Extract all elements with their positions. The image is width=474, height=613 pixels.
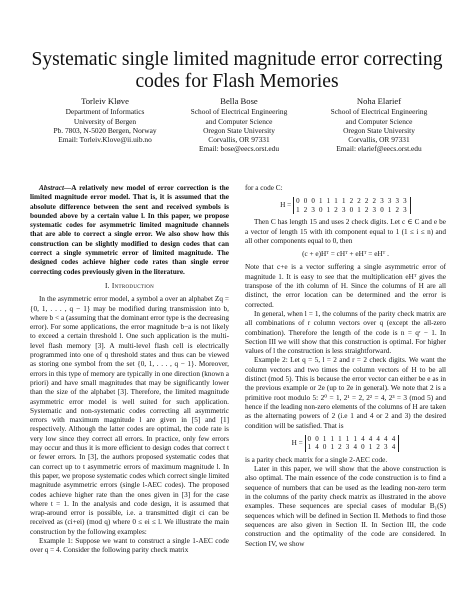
author-name: Torleiv Kløve (81, 96, 129, 106)
paragraph-parity-check: is a parity check matrix for a single 2-AEC code. (245, 455, 388, 464)
intro-paragraph: In the asymmetric error model, a symbol a over an alphabet Zq = {0, 1, . . . , q − 1} may be modified during transmission into b, where b < a (assuming that the dominant error type is the decreasing error). For some applications, the error magnitude b−a is not likely to exceed a certain threshold l. One such application is the multi-level flash memory [3]. A multi-level flash cell is electrically programmed into one of q threshold states and thus can be viewed as storing one symbol from the set {0, 1, . . . , q − 1}. Moreover, errors in this type of memory are typically in one direction (known a priori) and have small magnitudes that may be significantly lower than the size of the alphabet [3]. Therefore, the limited magnitude asymmetric error model is well suited for such application. Systematic and non-systematic codes correcting all asymmetric errors with maximum magnitude l are given in [5] and [1] respectively. Although the latter codes are optimal, the code rate is very low since they correct all errors. In practice, only few errors may occur and thus it is more efficient to design codes that correct t or fewer errors. In [3], the authors proposed systematic codes that can correct up to t asymmetric errors of maximum magnitude l. In this paper, we propose systematic codes which correct single limited magnitude asymmetric errors (single l-AEC codes). The proposed codes achieve higher rate than the ones given in [3] for the case where t = 1. In the analysis and code design, it is assumed that wrap-around error is possible, i.e. a transmitted digit ci can be received as (ci+ei) (mod q) where 0 ≤ ei ≤ l. We illustrate the main construction by the following examples: (30, 295, 229, 536)
abstract-text: —A relatively new model of error correction is the limited magnitude error model. That is, it is assumed that the absolute difference between the sent and received symbols is bounded above by a certain value l. In this paper, we propose systematic codes for asymmetric limited magnitude channels that are able to correct a single error. We also show how this construction can be slightly modified to design codes that can correct a single symmetric error of limited magnitude. The designed codes achieve higher code rates than single error correcting codes previously given in the literature. (30, 184, 229, 276)
author-affiliation-line: Department of Informatics (65, 107, 145, 117)
author-affiliation-line: Corvallis, OR 97331 (348, 135, 410, 145)
equation-syndrome: (c + e)Hᵀ = cHᵀ + eHᵀ = eHᵀ . (302, 250, 389, 259)
right-column (245, 184, 446, 549)
title-line-2: codes for Flash Memories (135, 71, 339, 92)
paper-title (20, 49, 454, 93)
author-affiliation-line: Pb. 7803, N-5020 Bergen, Norway (53, 125, 157, 135)
paragraph-code-length: Then C has length 15 and uses 2 check digits. Let c ∈ C and e be a vector of length 15 with ith component equal to 1 (1 ≤ i ≤ n) and all other components equal to 0, then (245, 218, 446, 245)
author-email: Email: Torleiv.Klove@ii.uib.no (58, 135, 152, 145)
code-intro-text: for a code C: (245, 184, 283, 192)
author-email: Email: elarief@eecs.orst.edu (336, 144, 422, 154)
author-affiliation-line: Corvallis, OR 97331 (208, 135, 270, 145)
author-affiliation-line: School of Electrical Engineering (330, 107, 428, 117)
example-2-paragraph: Example 2: Let q = 5, l = 2 and r = 2 check digits. We want the column vectors and two times the column vectors of H to be all distinct (mod 5). This is because the error vector can either be e as in the previous example or 2e (up to 2e in general). We note that 2 is a primitive root modulo 5: 2⁰ = 1, 2¹ = 2, 2² = 4, 2³ = 3 (mod 5) and hence if the leading non-zero elements of the columns of H are taken as the alternating powers of 2 (i.e 1 and 4 or 2 and 3) the desired condition will be satisfied. That is (245, 356, 446, 430)
matrix-1-body (293, 197, 411, 214)
matrix-1-lhs: H = (280, 201, 292, 210)
section-heading-introduction: I. Introduction (104, 281, 155, 290)
example-1-paragraph: Example 1: Suppose we want to construct a single 1-AEC code over q = 4. Consider the following parity check matrix (30, 536, 229, 555)
paragraph-error-location: Note that c+e is a vector suffering a single asymmetric error of magnitude 1. It is easy to see that the multiplication eHᵀ gives the transpose of the ith column of H. Since the columns of H are all distinct, the error location can be determined and the error is corrected. (245, 263, 446, 309)
author-affiliation-line: Oregon State University (203, 125, 275, 135)
paragraph-general-case: In general, when l = 1, the columns of the parity check matrix are all combinations of r column vectors over q (except the all-zero combination). Therefore the length of the code is n = qʳ − 1. In Section III we will show that this construction is optimal. For higher values of l the construction is less straightforward. (245, 309, 446, 356)
matrix-2-row-1: 0 0 1 1 1 1 1 4 4 4 4 4 (307, 434, 397, 443)
author-affiliation-line: and Computer Science (205, 116, 273, 126)
matrix-1-row-2: 1 2 3 0 1 2 3 0 1 2 3 0 1 2 3 (296, 205, 408, 214)
abstract (30, 184, 229, 277)
author-affiliation-line: and Computer Science (345, 116, 413, 126)
author-affiliation-line: Oregon State University (343, 125, 415, 135)
paragraph-outline: Later in this paper, we will show that the above construction is also optimal. The main essence of the code construction is to find a sequence of numbers that can be used as the leading non-zero term in the columns of the parity check matrix as illustrated in the above examples. These sequences are special cases of modular B₁(S) sequences which will be defined in Section II. Methods to find those sequences are also given in Section II. In Section III, the code construction and the optimality of the code are considered. In Section IV, we show (245, 465, 446, 548)
matrix-2-body (305, 435, 400, 452)
author-affiliation-line: School of Electrical Engineering (190, 107, 288, 117)
left-column (30, 184, 229, 556)
author-3 (306, 97, 452, 154)
author-name: Bella Bose (220, 96, 258, 106)
author-name: Noha Elarief (356, 96, 402, 106)
matrix-2-lhs: H = (291, 438, 303, 447)
parity-check-matrix-1 (245, 197, 446, 214)
matrix-1-row-1: 0 0 0 1 1 1 1 2 2 2 2 3 3 3 3 (296, 197, 408, 206)
title-line-1: Systematic single limited magnitude error correcting (31, 49, 443, 70)
author-2 (166, 97, 312, 154)
abstract-lead: Abstract (39, 184, 64, 192)
author-block (0, 97, 474, 177)
parity-check-matrix-2 (245, 435, 446, 452)
author-affiliation-line: University of Bergen (73, 116, 137, 126)
author-1 (30, 97, 180, 144)
author-email: Email: bose@eecs.orst.edu (198, 144, 280, 154)
matrix-2-row-2: 1 4 0 1 2 3 4 0 1 2 3 4 (307, 443, 397, 452)
